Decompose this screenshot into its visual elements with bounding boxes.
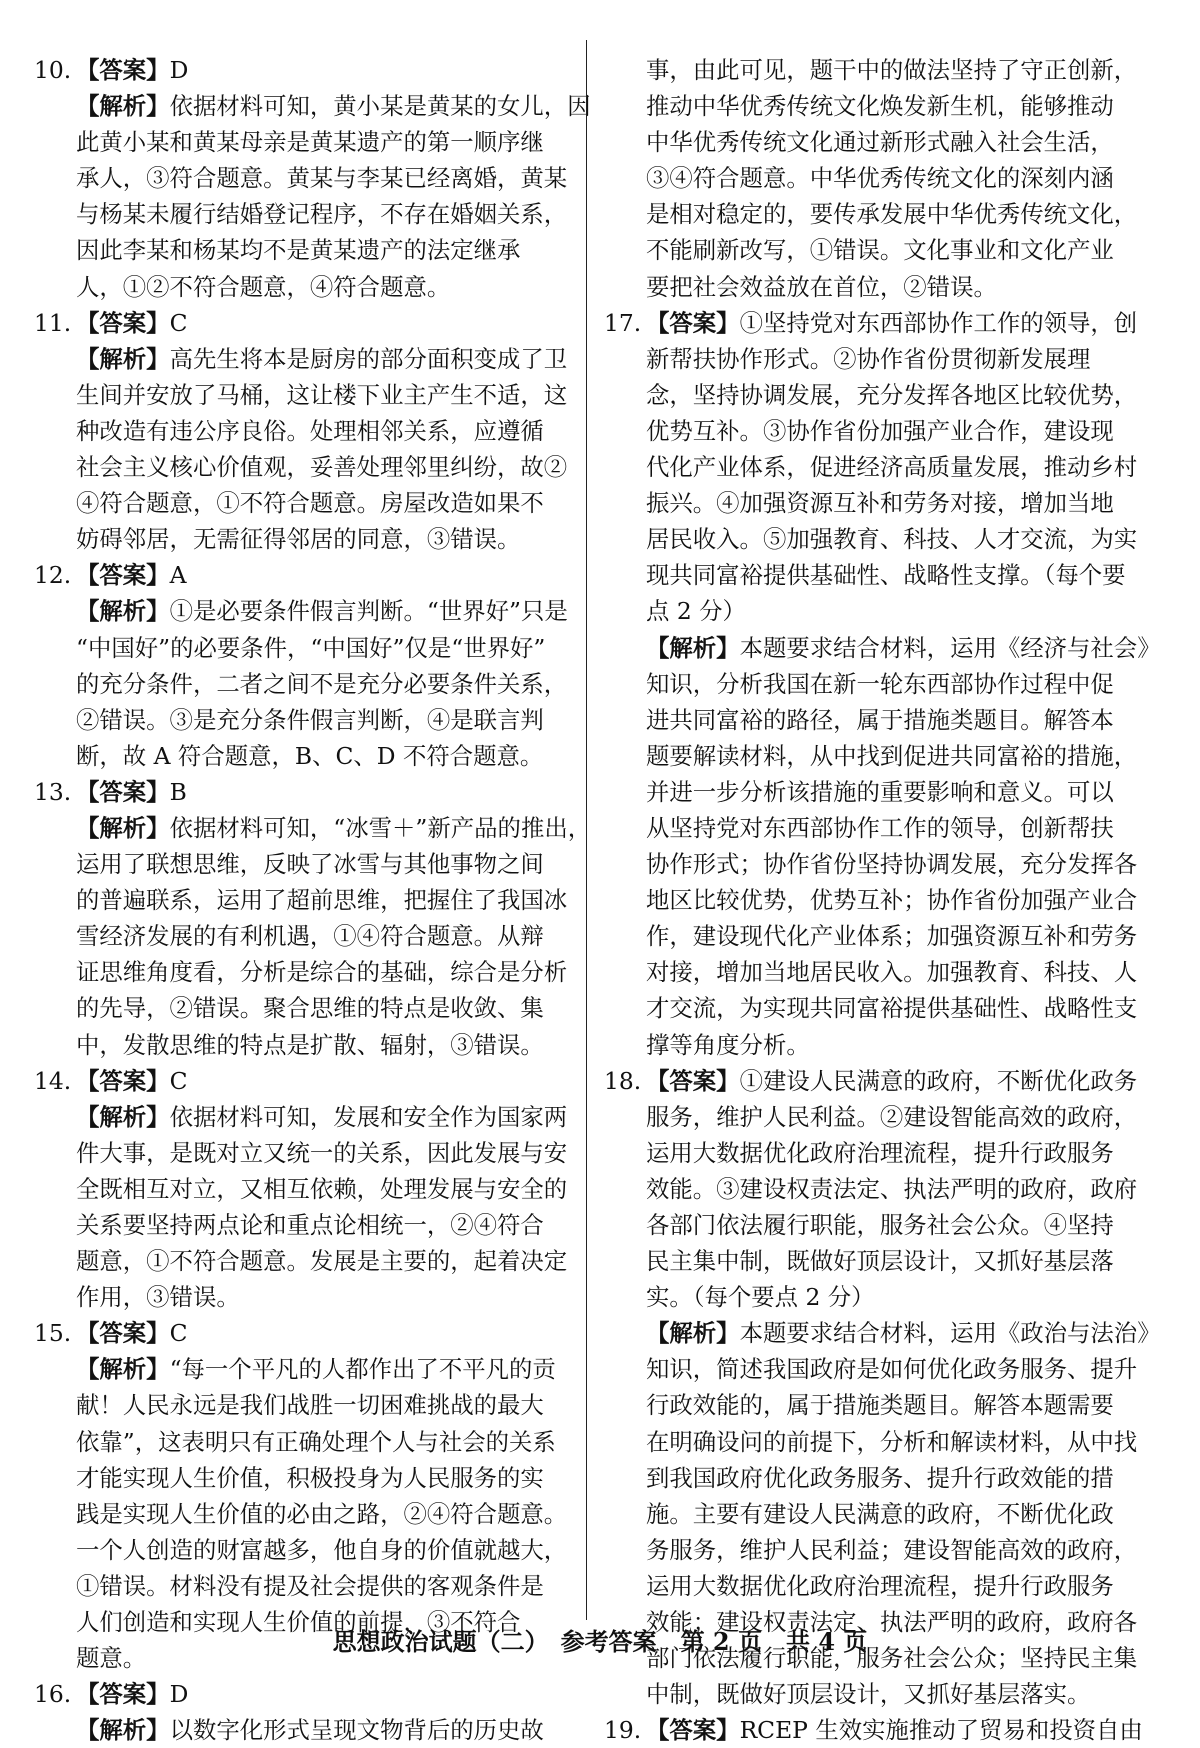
continued-text-line: 事，由此可见，题干中的做法坚持了守正创新， xyxy=(646,56,1138,84)
answer-value: C xyxy=(169,1066,188,1095)
analysis-text-line: 与杨某未履行结婚登记程序，不存在婚姻关系， xyxy=(76,200,568,229)
question-answer-row xyxy=(34,305,582,341)
answer-text: RCEP 生效实施推动了贸易和投资自由 xyxy=(739,1716,1143,1745)
answer-text-line: 效能。③建设权责法定、执法严明的政府，政府 xyxy=(646,1174,1138,1203)
analysis-text-line: 知识，简述我国政府是如何优化政务服务、提升 xyxy=(646,1355,1138,1384)
analysis-text-line: 妨碍邻居，无需征得邻居的同意，③错误。 xyxy=(76,525,521,554)
analysis-text-line: 件大事，是既对立又统一的关系，因此发展与安 xyxy=(76,1138,568,1167)
analysis-text-line: 才能实现人生价值，积极投身为人民服务的实 xyxy=(76,1463,544,1492)
continued-text-line: ③④符合题意。中华优秀传统文化的深刻内涵 xyxy=(646,164,1114,193)
answer-text-line: 各部门依法履行职能，服务社会公众。④坚持 xyxy=(646,1211,1114,1239)
answer-label: 【答案】 xyxy=(76,777,170,806)
answer-text-line: 服务，维护人民利益。②建设智能高效的政府， xyxy=(646,1102,1138,1131)
analysis-text-line: 雪经济发展的有利机遇，①④符合题意。从辩 xyxy=(76,922,544,951)
analysis-text-line: 践是实现人生价值的必由之路，②④符合题意。 xyxy=(76,1499,568,1528)
answer-label: 【答案】 xyxy=(76,1680,170,1709)
analysis-text-line: 运用了联想思维，反映了冰雪与其他事物之间 xyxy=(76,850,544,879)
question-answer-row xyxy=(34,774,582,810)
analysis-text: ①是必要条件假言判断。“世界好”只是 xyxy=(169,597,568,626)
answer-label: 【答案】 xyxy=(76,308,170,337)
analysis-text-line: 题意。 xyxy=(76,1644,147,1673)
question-answer-row xyxy=(34,557,582,593)
analysis-text-line: 人们创造和实现人生价值的前提，③不符合 xyxy=(76,1608,521,1637)
answer-text-line: 振兴。④加强资源互补和劳务对接，增加当地 xyxy=(646,489,1114,518)
answer-text-line: 民主集中制，既做好顶层设计，又抓好基层落 xyxy=(646,1247,1114,1276)
analysis-text-line: 从坚持党对东西部协作工作的领导，创新帮扶 xyxy=(646,813,1114,842)
question-number: 13. xyxy=(34,777,72,806)
answer-value: C xyxy=(169,1319,188,1348)
analysis-text: “每一个平凡的人都作出了不平凡的贡 xyxy=(169,1355,556,1384)
analysis-label: 【解析】 xyxy=(646,1319,740,1348)
analysis-text-line: 中，发散思维的特点是扩散、辐射，③错误。 xyxy=(76,1030,544,1059)
continued-text-line: 要把社会效益放在首位，②错误。 xyxy=(646,272,997,301)
analysis-text-line: 协作形式；协作省份坚持协调发展，充分发挥各 xyxy=(646,850,1138,879)
analysis-text-line: 施。主要有建设人民满意的政府，不断优化政 xyxy=(646,1499,1114,1528)
analysis-text-line: 效能；建设权责法定、执法严明的政府，政府各 xyxy=(646,1608,1138,1637)
analysis-text: 依据材料可知，黄小某是黄某的女儿，因 xyxy=(169,92,591,121)
answer-line xyxy=(76,52,188,88)
question-answer-row xyxy=(34,1676,582,1712)
question-number: 11. xyxy=(34,308,72,337)
analysis-text-line: 进共同富裕的路径，属于措施类题目。解答本 xyxy=(646,705,1114,734)
continued-text-line: 中华优秀传统文化通过新形式融入社会生活， xyxy=(646,128,1114,157)
answer-text-line: 运用大数据优化政府治理流程，提升行政服务 xyxy=(646,1138,1114,1167)
analysis-text-line: 并进一步分析该措施的重要影响和意义。可以 xyxy=(646,777,1114,806)
analysis-text-line: 题要解读材料，从中找到促进共同富裕的措施， xyxy=(646,741,1138,770)
answer-text-line: 点 2 分） xyxy=(646,597,746,626)
answer-line xyxy=(76,1676,188,1712)
answer-text-line: 代化产业体系，促进经济高质量发展，推动乡村 xyxy=(646,453,1138,482)
answer-text-line: 念，坚持协调发展，充分发挥各地区比较优势， xyxy=(646,380,1138,409)
analysis-line xyxy=(34,341,582,377)
answer-text-line: 现共同富裕提供基础性、战略性支撑。（每个要 xyxy=(646,561,1126,590)
answer-line xyxy=(76,774,187,810)
analysis-text-line: 知识，分析我国在新一轮东西部协作过程中促 xyxy=(646,669,1114,698)
analysis-line xyxy=(34,593,582,629)
analysis-text-line: 断，故 A 符合题意，B、C、D 不符合题意。 xyxy=(76,741,544,770)
analysis-text-line: 因此李某和杨某均不是黄某遗产的法定继承 xyxy=(76,236,521,265)
analysis-text-line: 全既相互对立，又相互依赖，处理发展与安全的 xyxy=(76,1174,568,1203)
question-number: 10. xyxy=(34,56,72,84)
answer-line xyxy=(76,1315,187,1351)
answer-line xyxy=(646,1063,1137,1099)
question-answer-row xyxy=(34,1315,582,1351)
answer-value: A xyxy=(169,561,187,590)
analysis-label: 【解析】 xyxy=(76,813,170,842)
analysis-text-line: 献！人民永远是我们战胜一切困难挑战的最大 xyxy=(76,1391,544,1420)
answer-label: 【答案】 xyxy=(76,1319,170,1348)
question-number: 12. xyxy=(34,561,72,590)
analysis-label: 【解析】 xyxy=(76,92,170,121)
analysis-text: 本题要求结合材料，运用《政治与法治》 xyxy=(739,1319,1161,1348)
analysis-text-line: 在明确设问的前提下，分析和解读材料，从中找 xyxy=(646,1427,1138,1456)
analysis-text: 依据材料可知，发展和安全作为国家两 xyxy=(169,1102,568,1131)
answer-line xyxy=(76,1063,187,1099)
analysis-text-line: 此黄小某和黄某母亲是黄某遗产的第一顺序继 xyxy=(76,128,544,157)
analysis-label: 【解析】 xyxy=(76,1355,170,1384)
question-number: 18. xyxy=(604,1066,642,1095)
column-divider xyxy=(586,40,587,1620)
analysis-text-line: 生间并安放了马桶，这让楼下业主产生不适，这 xyxy=(76,380,568,409)
analysis-text-line: 行政效能的，属于措施类题目。解答本题需要 xyxy=(646,1391,1114,1420)
answer-label: 【答案】 xyxy=(646,1066,740,1095)
analysis-label: 【解析】 xyxy=(646,633,740,662)
answer-text: ①建设人民满意的政府，不断优化政务 xyxy=(739,1066,1138,1095)
analysis-text: 依据材料可知，“冰雪＋”新产品的推出， xyxy=(169,813,592,842)
analysis-label: 【解析】 xyxy=(76,344,170,373)
answer-label: 【答案】 xyxy=(646,1716,740,1745)
analysis-line xyxy=(34,88,591,124)
answer-text-line: 优势互补。③协作省份加强产业合作，建设现 xyxy=(646,416,1114,445)
analysis-text-line: ④符合题意，①不符合题意。房屋改造如果不 xyxy=(76,489,544,518)
analysis-text-line: 依靠”，这表明只有正确处理个人与社会的关系 xyxy=(76,1427,556,1456)
analysis-line xyxy=(34,1351,582,1387)
answer-value: D xyxy=(169,1680,189,1709)
question-answer-row xyxy=(604,1063,1152,1099)
analysis-line xyxy=(604,630,1161,666)
continued-text-line: 不能刷新改写，①错误。文化事业和文化产业 xyxy=(646,236,1114,265)
analysis-text-line: 务服务，维护人民利益；建设智能高效的政府， xyxy=(646,1535,1138,1564)
analysis-label: 【解析】 xyxy=(76,1102,170,1131)
analysis-text-line: 承人，③符合题意。黄某与李某已经离婚，黄某 xyxy=(76,164,568,193)
answer-label: 【答案】 xyxy=(76,561,170,590)
analysis-text-line: 作，建设现代化产业体系；加强资源互补和劳务 xyxy=(646,922,1138,951)
analysis-text-line: 运用大数据优化政府治理流程，提升行政服务 xyxy=(646,1571,1114,1600)
answer-text-line: 实。（每个要点 2 分） xyxy=(646,1283,875,1312)
answer-label: 【答案】 xyxy=(646,308,740,337)
analysis-text-line: 题意，①不符合题意。发展是主要的，起着决定 xyxy=(76,1247,568,1276)
analysis-text-line: 证思维角度看，分析是综合的基础，综合是分析 xyxy=(76,958,568,987)
question-number: 19. xyxy=(604,1716,642,1745)
answer-value: C xyxy=(169,308,188,337)
analysis-text: 高先生将本是厨房的部分面积变成了卫 xyxy=(169,344,568,373)
answer-value: B xyxy=(169,777,187,806)
analysis-line xyxy=(34,810,592,846)
answer-label: 【答案】 xyxy=(76,56,170,84)
question-number: 16. xyxy=(34,1680,72,1709)
analysis-text-line: 人，①②不符合题意，④符合题意。 xyxy=(76,272,451,301)
analysis-text-line: 才交流，为实现共同富裕提供基础性、战略性支 xyxy=(646,994,1138,1023)
analysis-line xyxy=(604,1315,1161,1351)
analysis-text-line: 社会主义核心价值观，妥善处理邻里纠纷，故② xyxy=(76,453,568,482)
analysis-text-line: 对接，增加当地居民收入。加强教育、科技、人 xyxy=(646,958,1138,987)
analysis-text-line: 地区比较优势，优势互补；协作省份加强产业合 xyxy=(646,886,1138,915)
question-number: 17. xyxy=(604,308,642,337)
analysis-text-line: 的普遍联系，运用了超前思维，把握住了我国冰 xyxy=(76,886,568,915)
answer-text-line: 居民收入。⑤加强教育、科技、人才交流，为实 xyxy=(646,525,1138,554)
question-answer-row xyxy=(34,1063,582,1099)
answer-line xyxy=(646,1712,1143,1748)
answer-line xyxy=(646,305,1137,341)
answer-text: ①坚持党对东西部协作工作的领导，创 xyxy=(739,308,1138,337)
continued-text-line: 推动中华优秀传统文化焕发新生机，能够推动 xyxy=(646,92,1114,121)
question-answer-row xyxy=(604,305,1152,341)
question-answer-row xyxy=(34,52,582,88)
analysis-text-line: 的充分条件，二者之间不是充分必要条件关系， xyxy=(76,669,568,698)
analysis-text-line: 中制，既做好顶层设计，又抓好基层落实。 xyxy=(646,1680,1091,1709)
analysis-text-line: 撑等角度分析。 xyxy=(646,1030,810,1059)
answer-value: D xyxy=(169,56,189,84)
answer-line xyxy=(76,557,186,593)
page-footer: 思想政治试题（二） 参考答案 第 2 页 共 4 页 xyxy=(332,1627,868,1656)
analysis-text-line: 一个人创造的财富越多，他自身的价值就越大， xyxy=(76,1535,568,1564)
analysis-text-line: 到我国政府优化政务服务、提升行政效能的措 xyxy=(646,1463,1114,1492)
analysis-text-line: 的先导，②错误。聚合思维的特点是收敛、集 xyxy=(76,994,544,1023)
analysis-text-line: 作用，③错误。 xyxy=(76,1283,240,1312)
analysis-text: 以数字化形式呈现文物背后的历史故 xyxy=(169,1716,544,1745)
analysis-label: 【解析】 xyxy=(76,1716,170,1745)
right-column xyxy=(604,52,1161,1748)
left-column xyxy=(34,52,592,1748)
analysis-text-line: 种改造有违公序良俗。处理相邻关系，应遵循 xyxy=(76,416,544,445)
analysis-label: 【解析】 xyxy=(76,597,170,626)
analysis-text-line: ②错误。③是充分条件假言判断，④是联言判 xyxy=(76,705,544,734)
analysis-text: 本题要求结合材料，运用《经济与社会》 xyxy=(739,633,1161,662)
analysis-text-line: “中国好”的必要条件，“中国好”仅是“世界好” xyxy=(76,633,546,662)
analysis-text-line: ①错误。材料没有提及社会提供的客观条件是 xyxy=(76,1571,544,1600)
answer-label: 【答案】 xyxy=(76,1066,170,1095)
answer-text-line: 新帮扶协作形式。②协作省份贯彻新发展理 xyxy=(646,344,1091,373)
continued-text-line: 是相对稳定的，要传承发展中华优秀传统文化， xyxy=(646,200,1138,229)
analysis-line xyxy=(34,1099,582,1135)
answer-line xyxy=(76,305,187,341)
analysis-text-line: 部门依法履行职能，服务社会公众；坚持民主集 xyxy=(646,1644,1138,1673)
analysis-text-line: 关系要坚持两点论和重点论相统一，②④符合 xyxy=(76,1211,544,1239)
analysis-line xyxy=(34,1712,582,1748)
question-number: 14. xyxy=(34,1066,72,1095)
question-answer-row xyxy=(604,1712,1152,1748)
question-number: 15. xyxy=(34,1319,72,1348)
